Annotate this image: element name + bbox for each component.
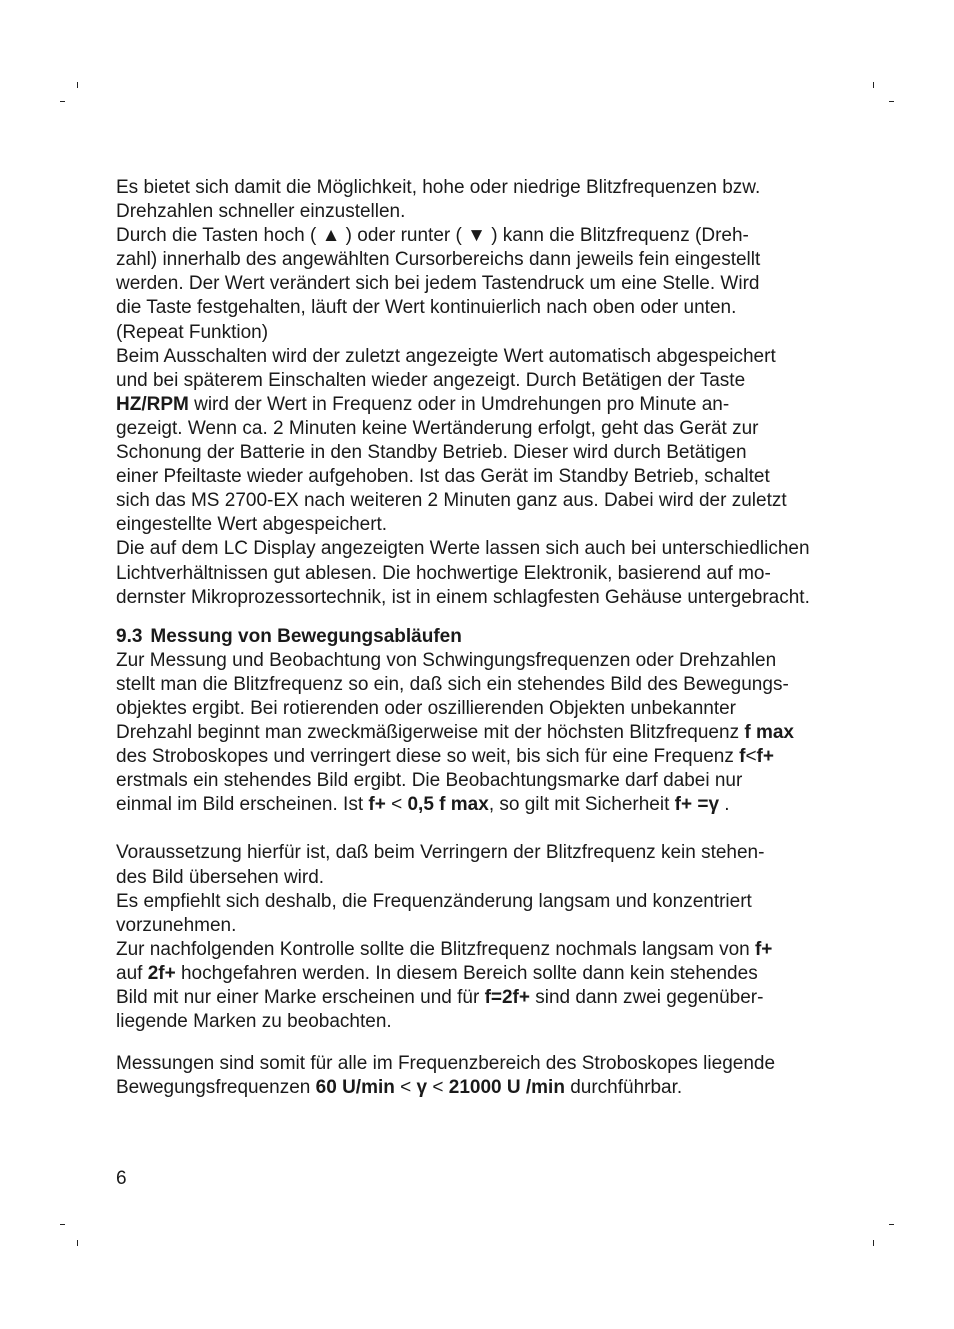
crop-mark	[60, 101, 65, 102]
text-line: Schonung der Batterie in den Standby Betrieb. Dieser wird durch Betätigen	[116, 442, 747, 464]
text-span: , so gilt mit Sicherheit	[488, 794, 675, 816]
crop-mark	[873, 82, 874, 88]
text-line: Zur Messung und Beobachtung von Schwingungsfrequenzen oder Drehzahlen	[116, 649, 777, 671]
paragraph-intro	[116, 176, 836, 610]
text-span: <	[427, 1077, 449, 1099]
formula-2f-plus: 2f+	[147, 962, 176, 984]
formula-f-equals-2f-plus: f=2f+	[484, 987, 530, 1008]
text-line: Beim Ausschalten wird der zuletzt angezeigte Wert automatisch abgespeichert	[116, 345, 776, 367]
formula-f: f	[739, 746, 746, 768]
text-line: gezeigt. Wenn ca. 2 Minuten keine Wertänderung erfolgt, geht das Gerät zur	[116, 417, 759, 439]
text-line: Lichtverhältnissen gut ablesen. Die hochwertige Elektronik, basierend auf mo-	[116, 562, 771, 584]
formula-f-plus-gamma: f+ =γ	[674, 794, 720, 816]
formula-60-rpm: 60 U/min	[315, 1077, 395, 1099]
text-span: wird der Wert in Frequenz oder in Umdrehungen pro Minute an-	[188, 393, 730, 415]
text-span: des Stroboskopes und verringert diese so weit, bis sich für eine Frequenz	[116, 746, 740, 768]
text-line	[116, 1076, 836, 1100]
text-line	[116, 745, 836, 769]
crop-mark	[77, 82, 78, 88]
text-line: vorzunehmen.	[116, 914, 237, 936]
text-span: auf	[116, 962, 148, 984]
text-line: einer Pfeiltaste wieder aufgehoben. Ist das Gerät im Standby Betrieb, schaltet	[116, 466, 770, 488]
text-span: einmal im Bild erscheinen. Ist	[116, 794, 369, 816]
text-span: <	[394, 1077, 417, 1099]
text-line: dernster Mikroprozessortechnik, ist in einem schlagfesten Gehäuse untergebracht.	[116, 586, 810, 608]
text-line	[116, 721, 836, 745]
formula-half-f-max: 0,5 f max	[407, 794, 489, 816]
text-span: .	[719, 794, 730, 816]
formula-f-max: f max	[744, 722, 794, 744]
page-number: 6	[116, 1168, 127, 1189]
section-title: Messung von Bewegungsabläufen	[150, 625, 462, 647]
crop-mark	[60, 1224, 65, 1225]
text-line: stellt man die Blitzfrequenz so ein, daß sich ein stehendes Bild des Bewegungs-	[116, 673, 789, 695]
formula-gamma: γ	[416, 1077, 428, 1099]
text-line	[116, 938, 836, 962]
key-label-hz-rpm: HZ/RPM	[116, 393, 189, 415]
text-line	[116, 962, 836, 986]
crop-mark	[889, 1224, 894, 1225]
text-line: erstmals ein stehendes Bild ergibt. Die Beobachtungsmarke darf dabei nur	[116, 770, 743, 792]
text-line: und bei späterem Einschalten wieder angezeigt. Durch Betätigen der Taste	[116, 369, 746, 391]
text-span: Drehzahl beginnt man zweckmäßigerweise mit der höchsten Blitzfrequenz	[116, 722, 745, 744]
text-line: Es bietet sich damit die Möglichkeit, hohe oder niedrige Blitzfrequenzen bzw.	[116, 177, 761, 198]
text-line: des Bild übersehen wird.	[116, 866, 325, 888]
text-line: Es empfiehlt sich deshalb, die Frequenzänderung langsam und konzentriert	[116, 890, 752, 912]
text-line: Drehzahlen schneller einzustellen.	[116, 201, 406, 223]
text-line: liegende Marken zu beobachten.	[116, 1011, 392, 1033]
formula-f-plus: f+	[756, 746, 774, 768]
text-line: eingestellte Wert abgespeichert.	[116, 514, 388, 536]
text-span: <	[745, 746, 757, 768]
crop-mark	[889, 101, 894, 102]
text-span: Bewegungsfrequenzen	[116, 1077, 316, 1099]
formula-f-plus: f+	[754, 938, 773, 960]
text-span: sind dann zwei gegenüber-	[529, 987, 764, 1008]
formula-f-plus: f+	[368, 794, 386, 816]
text-line: Durch die Tasten hoch ( ▲ ) oder runter ( ▼ ) kann die Blitzfrequenz (Dreh-	[116, 225, 749, 247]
text-line	[116, 986, 836, 1010]
section-9-3	[116, 625, 836, 818]
text-line	[116, 793, 836, 817]
text-line: Die auf dem LC Display angezeigten Werte lassen sich auch bei unterschiedlichen	[116, 538, 810, 560]
crop-mark	[873, 1240, 874, 1246]
section-heading	[116, 625, 836, 649]
text-span: <	[385, 794, 408, 816]
text-line: (Repeat Funktion)	[116, 321, 269, 343]
body-text	[116, 176, 836, 1100]
crop-mark	[77, 1240, 78, 1246]
text-line	[116, 393, 836, 417]
text-line: zahl) innerhalb des angewählten Cursorbereichs dann jeweils fein eingestellt	[116, 249, 761, 271]
text-line: Voraussetzung hierfür ist, daß beim Verringern der Blitzfrequenz kein stehen-	[116, 842, 765, 864]
text-span: hochgefahren werden. In diesem Bereich sollte dann kein stehendes	[175, 962, 758, 984]
text-span: Bild mit nur einer Marke erscheinen und für	[116, 987, 485, 1008]
paragraph-requirement	[116, 841, 836, 1034]
section-number: 9.3	[116, 625, 143, 647]
text-span: Zur nachfolgenden Kontrolle sollte die Blitzfrequenz nochmals langsam von	[116, 938, 755, 960]
text-line: sich das MS 2700-EX nach weiteren 2 Minuten ganz aus. Dabei wird der zuletzt	[116, 490, 787, 512]
text-line: Messungen sind somit für alle im Frequenzbereich des Stroboskopes liegende	[116, 1053, 776, 1075]
text-line: die Taste festgehalten, läuft der Wert kontinuierlich nach oben oder unten.	[116, 297, 737, 319]
text-line: objektes ergibt. Bei rotierenden oder oszillierenden Objekten unbekannter	[116, 697, 737, 719]
text-span: durchführbar.	[564, 1077, 683, 1099]
formula-21000-rpm: 21000 U /min	[448, 1077, 565, 1099]
paragraph-range	[116, 1052, 836, 1100]
text-line: werden. Der Wert verändert sich bei jedem Tastendruck um eine Stelle. Wird	[116, 273, 760, 295]
